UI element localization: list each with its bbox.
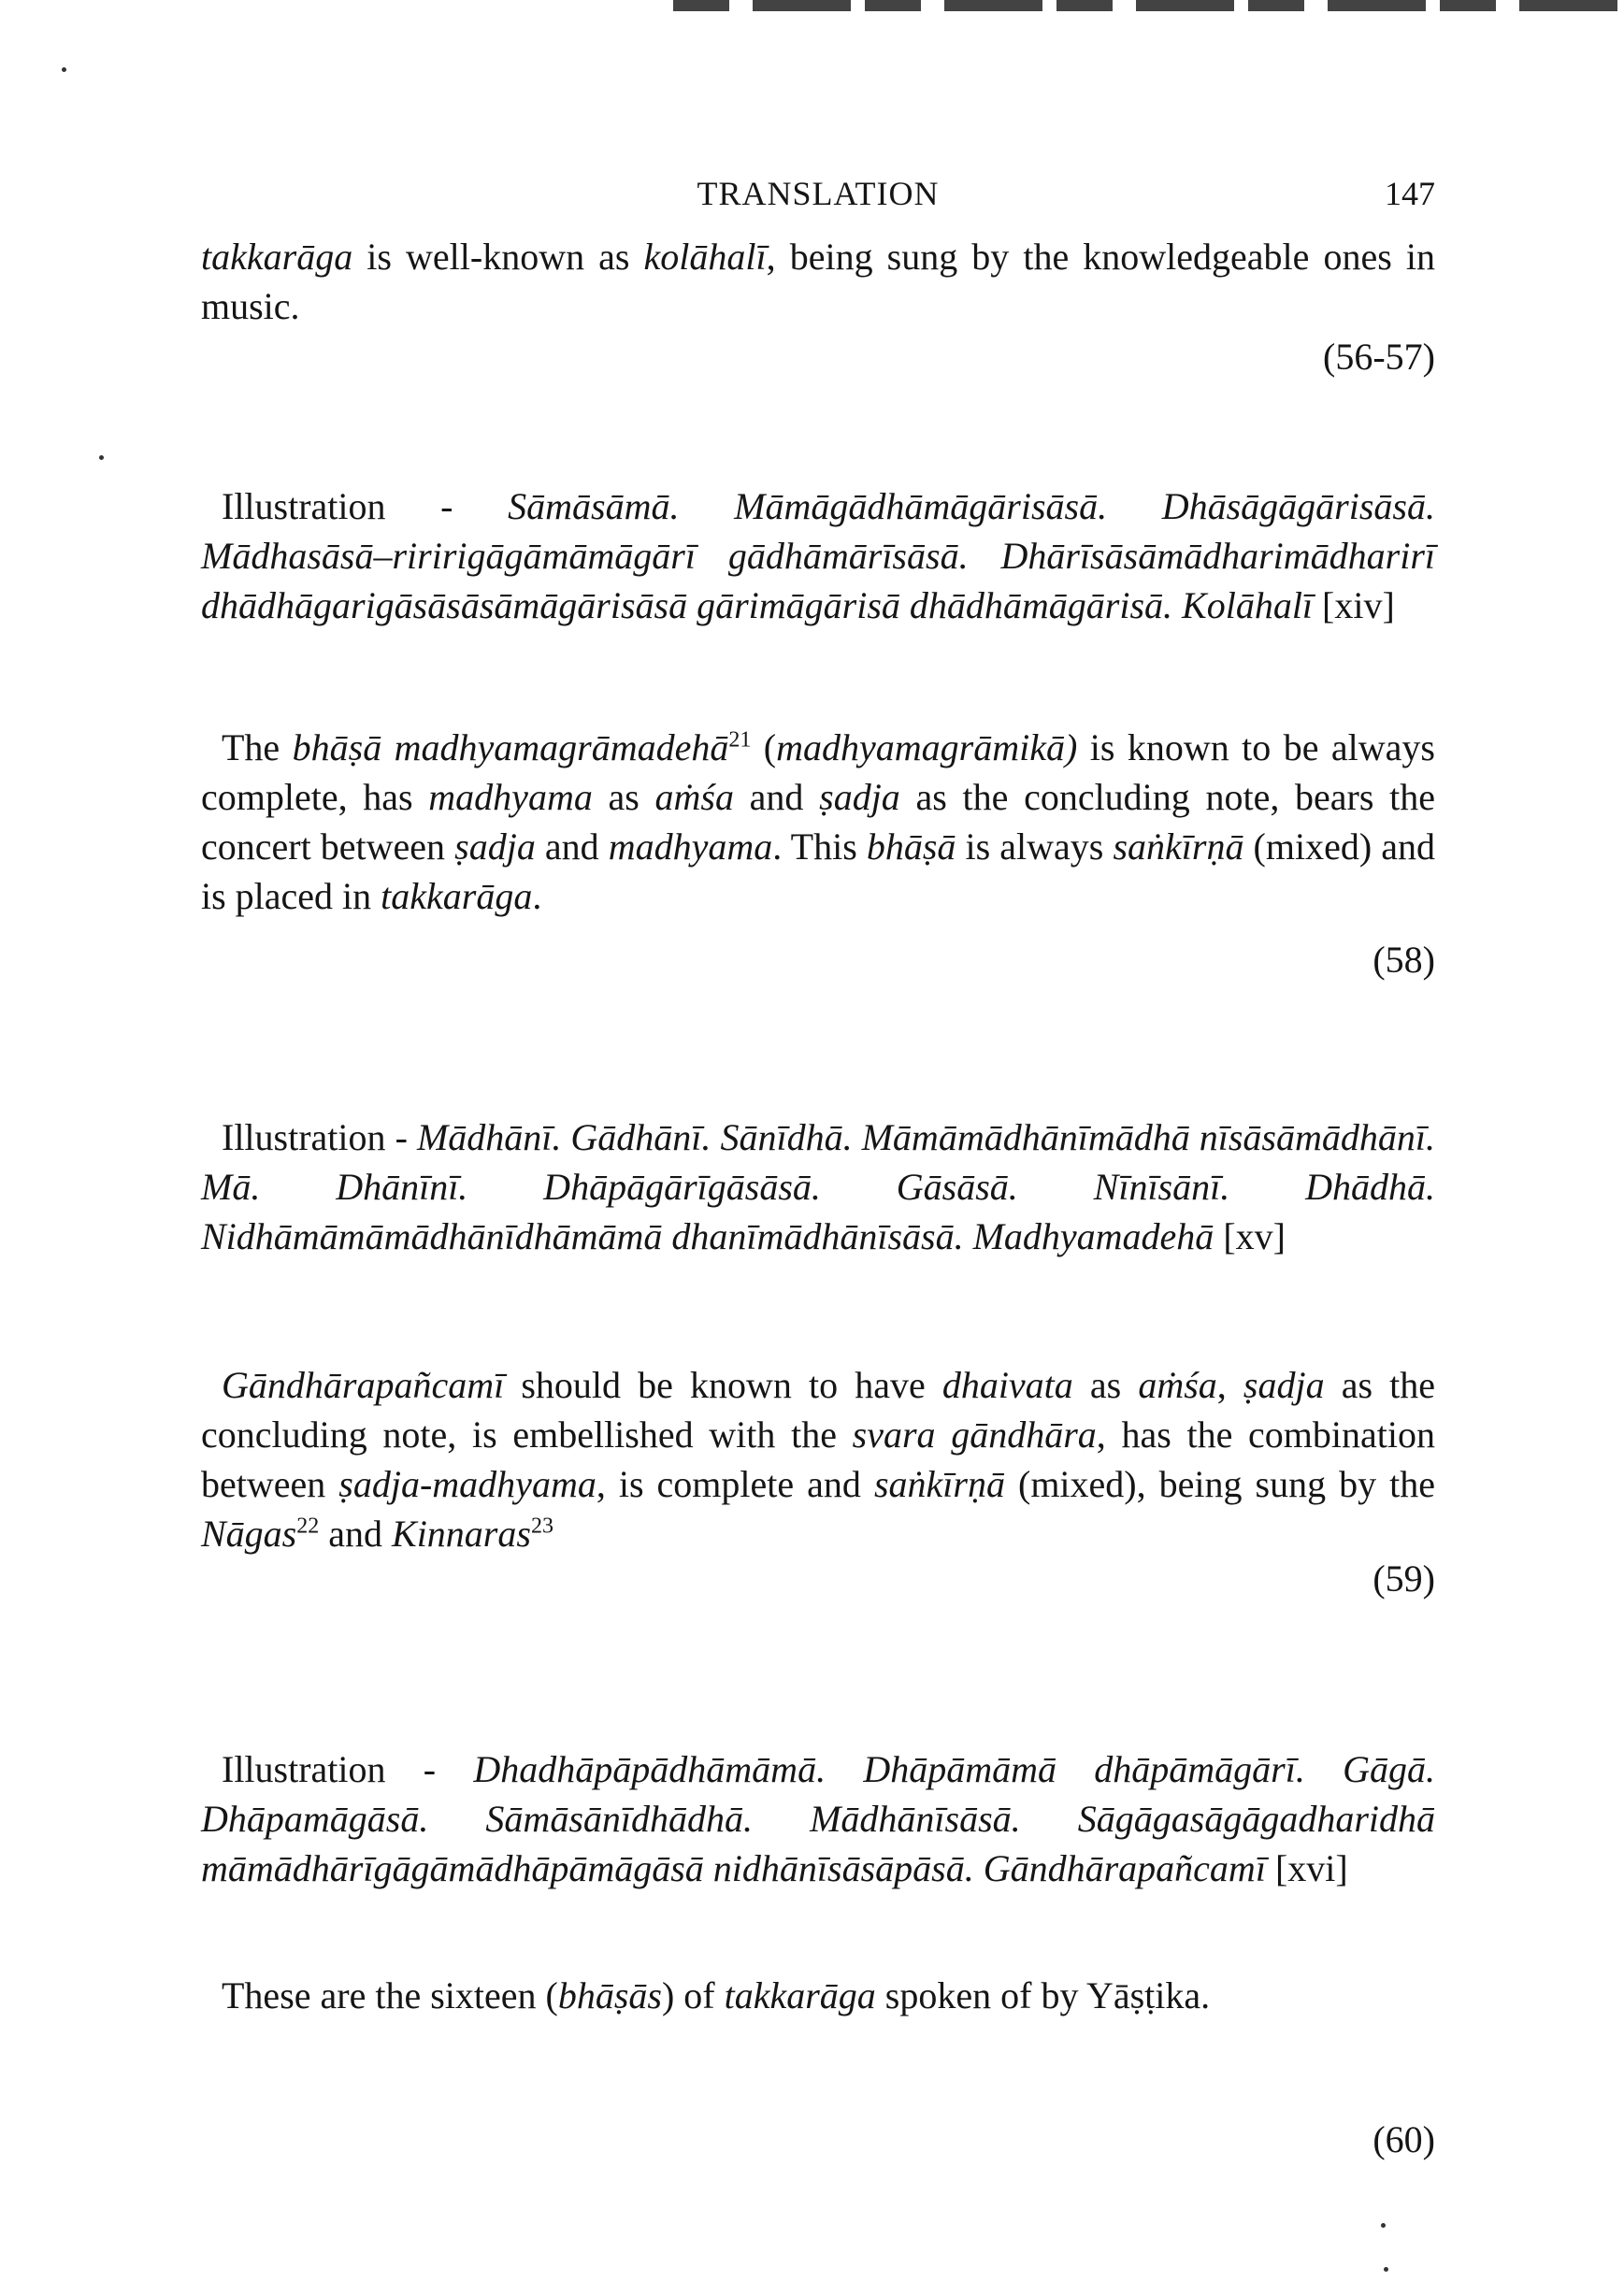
paragraph-madhyamagramadeha [201,723,1435,921]
term: aṁśa [1138,1364,1217,1406]
term: aṁśa [654,776,734,818]
illustration-tag: [xv] [1214,1215,1286,1257]
scan-speck [99,455,104,460]
text: as [592,776,655,818]
term: saṅkīrṇā [1113,825,1244,868]
illustration-xiv [201,481,1435,630]
illustration-text: Sāmāsāmā. Māmāgādhāmāgārisāsā. Dhāsāgāgārisāsā. Mādhasāsā–riririgāgāmāmāgārī gādhāmārīsāsā. Dhārīsāsāmādharimādharirī dhādhāgarigāsāsāsāmāgārisāsā gārimāgārisā dhādhāmāgārisā. Kolāhalī [201,485,1435,626]
text: as the concluding note, is embellished with the [201,1364,1435,1456]
term: ṣadja [454,825,536,868]
term: dhaivata [941,1364,1073,1406]
text: spoken of by Yāṣṭika. [875,1974,1211,2016]
term: madhyama [608,825,773,868]
illustration-text: Mādhānī. Gādhānī. Sānīdhā. Māmāmādhānīmādhā nīsāsāmādhānī. Mā. Dhānīnī. Dhāpāgārīgāsāsā. Gāsāsā. Nīnīsānī. Dhādhā. Nidhāmāmāmādhānīdhāmāmā dhanīmādhānīsāsā. Madhyamadehā [201,1116,1435,1257]
illustration-text: Dhadhāpāpādhāmāmā. Dhāpāmāmā dhāpāmāgārī. Gāgā. Dhāpamāgāsā. Sāmāsānīdhādhā. Mādhānīsāsā. Sāgāgasāgāgadharidhā māmādhārīgāgāmādhāpāmāgāsā nidhānīsāsāpāsā. Gāndhārapañcamī [201,1748,1435,1889]
footnote-ref: 21 [728,727,752,753]
illustration-xv [201,1112,1435,1261]
illustration-label: Illustration - [222,1116,417,1158]
text: and [733,776,820,818]
illustration-label: Illustration - [222,1748,474,1790]
paragraph-summary [201,1971,1435,2020]
page-header [201,174,1435,215]
text: , is complete and [596,1463,874,1505]
text: ) of [661,1974,725,2016]
footnote-ref: 23 [530,1514,553,1539]
scan-speck [62,67,66,72]
verse-number: (60) [1372,2118,1435,2160]
text: and [535,825,609,868]
term: bhāṣā [866,825,956,868]
term: takkarāga [724,1974,876,2016]
illustration-xvi [201,1744,1435,1893]
illustration-tag: [xiv] [1313,584,1395,626]
term: Gāndhārapañcamī [222,1364,505,1406]
scan-speck [1384,2267,1388,2272]
text: . This [772,825,867,868]
term: takkarāga [381,875,533,917]
paragraph-kolahali [201,232,1435,331]
text: ( [751,726,777,768]
scan-edge-artifact [673,0,1624,11]
running-title: TRANSLATION [697,175,940,212]
term: takkarāga [201,236,353,278]
term: Kinnaras [392,1513,531,1555]
term: kolāhalī [643,236,767,278]
term: saṅkīrṇā [873,1463,1005,1505]
verse-number: (56-57) [1323,336,1435,378]
text: is always [956,825,1114,868]
term: ṣadja-madhyama [338,1463,596,1505]
illustration-tag: [xvi] [1265,1847,1348,1889]
text: (mixed), being sung by the [1004,1463,1436,1505]
paragraph-gandharapancami [201,1360,1435,1558]
term: bhāṣā madhyamagrāmadehā [292,726,729,768]
text: is known to be always complete, has [201,726,1435,818]
text: . [532,875,542,917]
illustration-label: Illustration - [222,485,509,527]
term: ṣadja [819,776,900,818]
text: is well-known as [352,236,644,278]
text: , [1216,1364,1243,1406]
text: , has the combination between [201,1413,1435,1505]
text: (mixed) and is placed in [201,825,1435,917]
term: bhāṣās [557,1974,662,2016]
text: should be known to have [504,1364,942,1406]
text: as [1072,1364,1139,1406]
scan-speck [1381,2223,1386,2228]
text: , being sung by the knowledgeable ones in music. [201,236,1435,327]
text: These are the sixteen ( [222,1974,558,2016]
term: madhyamagrāmikā) [776,726,1078,768]
text: as the concluding note, bears the concert between [201,776,1435,868]
term: madhyama [428,776,593,818]
term: svara gāndhāra [852,1413,1097,1456]
term: ṣadja [1243,1364,1325,1406]
page-number: 147 [1385,175,1435,212]
footnote-ref: 22 [296,1514,320,1539]
verse-number: (59) [1372,1557,1435,1600]
text: The [222,726,293,768]
term: Nāgas [201,1513,297,1555]
verse-number: (58) [1372,939,1435,981]
text: and [319,1513,393,1555]
